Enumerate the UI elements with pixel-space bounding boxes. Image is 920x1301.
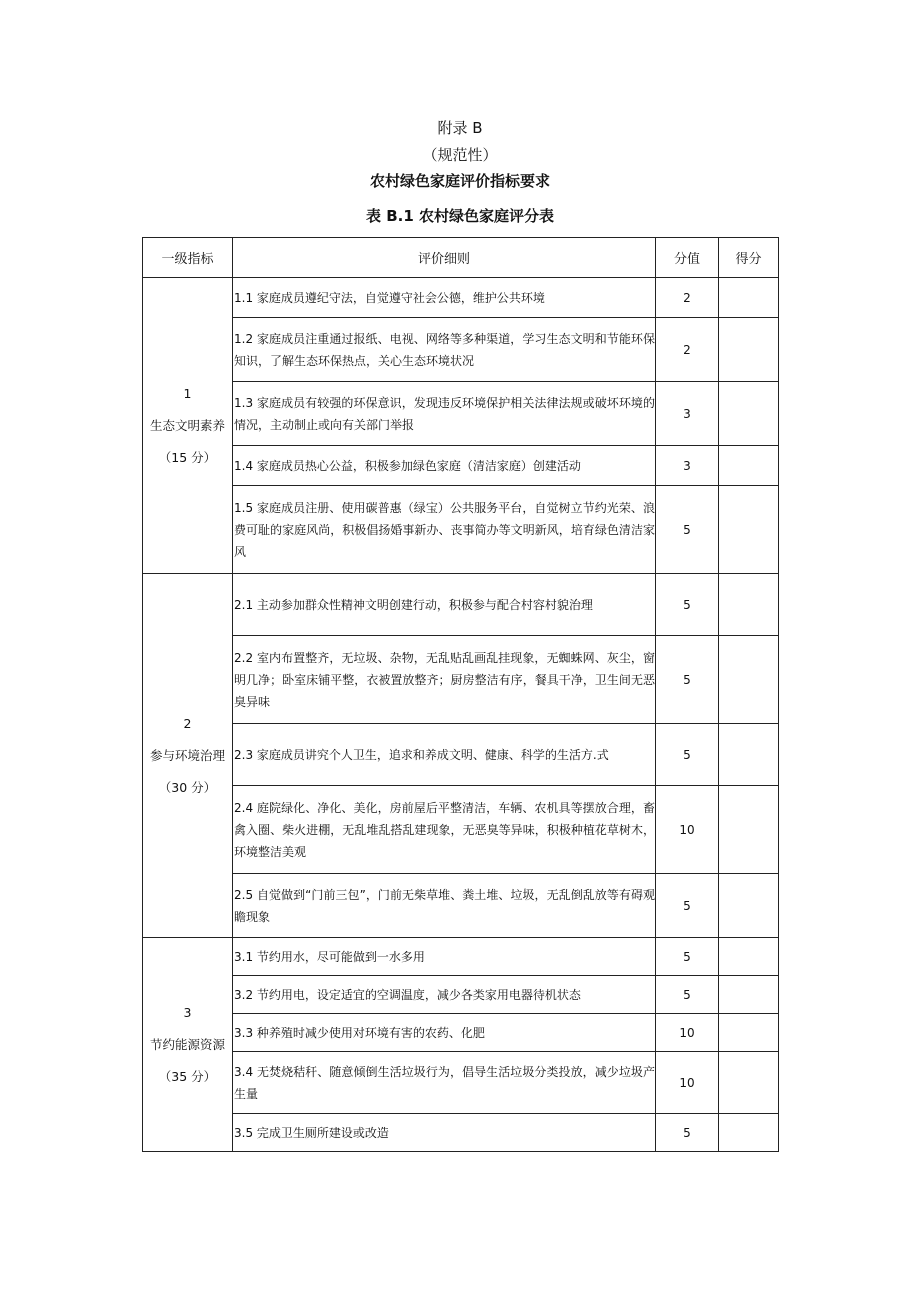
- score-value: 3: [656, 382, 719, 446]
- table-row: [143, 1014, 779, 1052]
- rule-text: 3.2 节约用电，设定适宜的空调温度，减少各类家用电器待机状态: [233, 976, 656, 1014]
- indicator-name: 生态文明素养: [149, 417, 225, 433]
- score-obtained-cell[interactable]: [719, 874, 779, 938]
- table-header-row: [143, 238, 779, 278]
- scoring-table: [142, 237, 779, 1152]
- rule-text: 3.1 节约用水，尽可能做到一水多用: [233, 938, 656, 976]
- score-obtained-cell[interactable]: [719, 1052, 779, 1114]
- score-obtained-cell[interactable]: [719, 938, 779, 976]
- score-value: 5: [656, 486, 719, 574]
- table-row: [143, 636, 779, 724]
- rule-text: 2.5 自觉做到“门前三包”，门前无柴草堆、粪土堆、垃圾，无乱倒乱放等有碍观瞻现象: [233, 874, 656, 938]
- score-value: 2: [656, 318, 719, 382]
- indicator-name: 参与环境治理: [149, 747, 225, 763]
- rule-text: 3.3 种养殖时减少使用对环境有害的农药、化肥: [233, 1014, 656, 1052]
- score-value: 5: [656, 724, 719, 786]
- indicator-cell: [143, 938, 233, 1152]
- table-row: [143, 976, 779, 1014]
- table-row: [143, 724, 779, 786]
- score-obtained-cell[interactable]: [719, 636, 779, 724]
- indicator-number: 2: [183, 715, 192, 731]
- score-value: 10: [656, 786, 719, 874]
- score-obtained-cell[interactable]: [719, 382, 779, 446]
- rule-text: 1.1 家庭成员遵纪守法，自觉遵守社会公德，维护公共环境: [233, 278, 656, 318]
- rule-text: 2.4 庭院绿化、净化、美化，房前屋后平整清洁，车辆、农机具等摆放合理，畜禽入圈、柴火进棚，无乱堆乱搭乱建现象，无恶臭等异味，积极种植花草树木，环境整洁美观: [233, 786, 656, 874]
- score-obtained-cell[interactable]: [719, 1014, 779, 1052]
- score-value: 3: [656, 446, 719, 486]
- table-row: [143, 574, 779, 636]
- indicator-points: （30 分）: [158, 779, 217, 795]
- score-obtained-cell[interactable]: [719, 574, 779, 636]
- header-rule: 评价细则: [233, 238, 656, 278]
- score-obtained-cell[interactable]: [719, 976, 779, 1014]
- indicator-number: 3: [183, 1004, 192, 1020]
- score-value: 10: [656, 1052, 719, 1114]
- indicator-cell: [143, 278, 233, 574]
- table-row: [143, 1114, 779, 1152]
- score-obtained-cell[interactable]: [719, 724, 779, 786]
- indicator-points: （15 分）: [158, 449, 217, 465]
- table-row: [143, 446, 779, 486]
- table-row: [143, 486, 779, 574]
- indicator-cell: [143, 574, 233, 938]
- indicator-points: （35 分）: [158, 1068, 217, 1084]
- indicator-name: 节约能源资源: [149, 1036, 225, 1052]
- score-obtained-cell[interactable]: [719, 486, 779, 574]
- score-obtained-cell[interactable]: [719, 318, 779, 382]
- score-obtained-cell[interactable]: [719, 786, 779, 874]
- table-row: [143, 786, 779, 874]
- score-value: 5: [656, 636, 719, 724]
- rule-text: 2.2 室内布置整齐，无垃圾、杂物，无乱贴乱画乱挂现象，无蜘蛛网、灰尘，窗明几净；卧室床铺平整，衣被置放整齐；厨房整洁有序，餐具干净，卫生间无恶臭异味: [233, 636, 656, 724]
- rule-text: 1.3 家庭成员有较强的环保意识，发现违反环境保护相关法律法规或破坏环境的情况，主动制止或向有关部门举报: [233, 382, 656, 446]
- score-obtained-cell[interactable]: [719, 1114, 779, 1152]
- table-row: [143, 1052, 779, 1114]
- document-title: 农村绿色家庭评价指标要求: [369, 172, 550, 190]
- score-value: 5: [656, 976, 719, 1014]
- table-row: [143, 874, 779, 938]
- score-obtained-cell[interactable]: [719, 278, 779, 318]
- rule-text: 3.4 无焚烧秸秆、随意倾倒生活垃圾行为，倡导生活垃圾分类投放，减少垃圾产生量: [233, 1052, 656, 1114]
- rule-text: 2.1 主动参加群众性精神文明创建行动，积极参与配合村容村貌治理: [233, 574, 656, 636]
- table-title: 表 B.1 农村绿色家庭评分表: [365, 207, 554, 225]
- rule-text: 1.4 家庭成员热心公益，积极参加绿色家庭（清洁家庭）创建活动: [233, 446, 656, 486]
- appendix-label: 附录 B: [437, 119, 483, 137]
- score-obtained-cell[interactable]: [719, 446, 779, 486]
- indicator-number: 1: [183, 385, 192, 401]
- score-value: 5: [656, 938, 719, 976]
- rule-text: 3.5 完成卫生厕所建设或改造: [233, 1114, 656, 1152]
- rule-text: 1.5 家庭成员注册、使用碳普惠（绿宝）公共服务平台，自觉树立节约光荣、浪费可耻的家庭风尚，积极倡扬婚事新办、丧事简办等文明新风，培育绿色清洁家风: [233, 486, 656, 574]
- score-value: 5: [656, 574, 719, 636]
- header-score-obtained: 得分: [719, 238, 779, 278]
- header-indicator: 一级指标: [143, 238, 233, 278]
- normative-label: （规范性）: [422, 146, 498, 164]
- score-value: 5: [656, 1114, 719, 1152]
- table-row: [143, 318, 779, 382]
- table-row: [143, 278, 779, 318]
- table-row: [143, 938, 779, 976]
- header-score-value: 分值: [656, 238, 719, 278]
- score-value: 2: [656, 278, 719, 318]
- table-row: [143, 382, 779, 446]
- rule-text: 1.2 家庭成员注重通过报纸、电视、网络等多种渠道，学习生态文明和节能环保知识，了解生态环保热点，关心生态环境状况: [233, 318, 656, 382]
- rule-text: 2.3 家庭成员讲究个人卫生，追求和养成文明、健康、科学的生活方.式: [233, 724, 656, 786]
- score-value: 5: [656, 874, 719, 938]
- score-value: 10: [656, 1014, 719, 1052]
